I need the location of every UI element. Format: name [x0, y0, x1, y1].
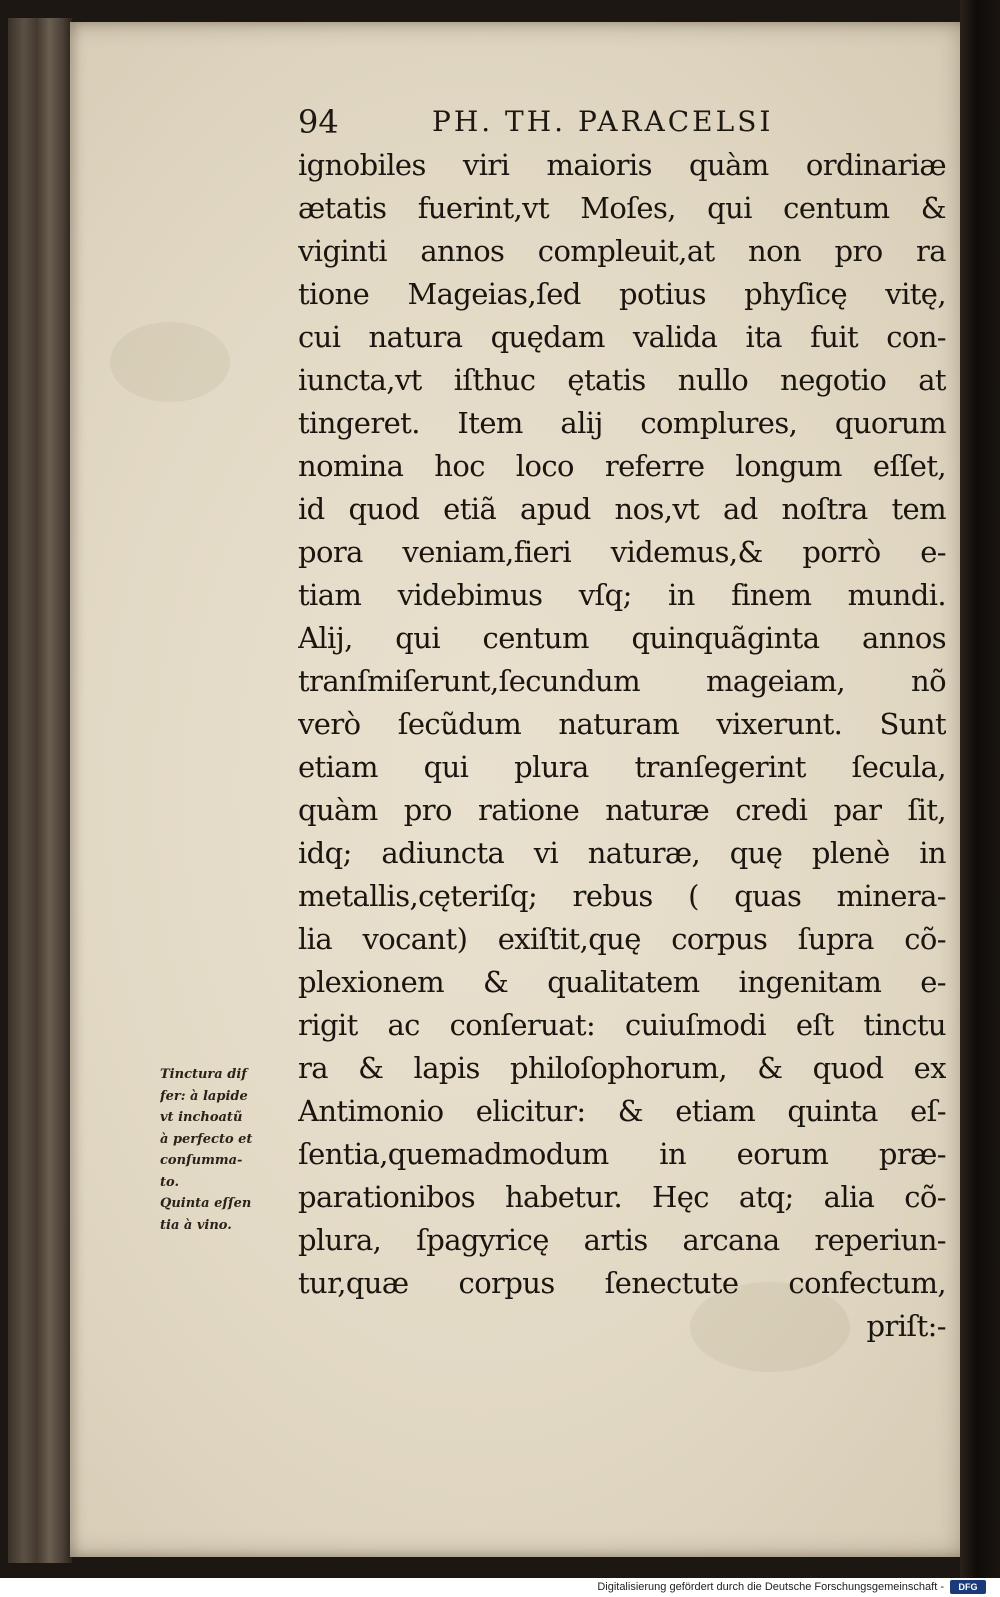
- margin-note-line: à perfecto et: [160, 1131, 253, 1147]
- text-line: quàm pro ratione naturæ credi par ſit,: [298, 793, 946, 827]
- page-number: 94: [298, 103, 339, 141]
- text-line: plura, ſpagyricę artis arcana reperiun-: [298, 1223, 946, 1257]
- margin-note-line: conſumma-: [160, 1153, 243, 1168]
- text-line: etiam qui plura tranſegerint ſecula,: [298, 750, 946, 784]
- margin-note-line: vt inchoatũ: [160, 1110, 243, 1125]
- text-line: tranſmiſerunt,ſecundum mageiam, nõ: [298, 664, 946, 698]
- running-head: PH. TH. PARACELSI: [432, 105, 774, 138]
- text-line: viginti annos compleuit,at non pro ra: [298, 234, 946, 268]
- page-header: [298, 100, 938, 144]
- book-page-edges: [8, 18, 72, 1563]
- margin-note-line: fer: à lapide: [160, 1088, 248, 1104]
- catchword: priſt:-: [866, 1309, 946, 1343]
- text-line: tur,quæ corpus ſenectute confectum,: [298, 1266, 946, 1300]
- margin-note-line: Quinta eſſen: [160, 1196, 252, 1211]
- margin-note: [160, 1064, 310, 1236]
- text-line: ignobiles viri maioris quàm ordinariæ: [298, 148, 946, 182]
- digitization-footer: [0, 1578, 1000, 1597]
- text-line: tingeret. Item alij complures, quorum: [298, 406, 946, 440]
- text-line: Antimonio elicitur: & etiam quinta eſ-: [298, 1094, 946, 1128]
- margin-note-line: Tinctura dif: [160, 1067, 247, 1082]
- text-line: plexionem & qualitatem ingenitam e-: [298, 965, 946, 999]
- text-line: idq; adiuncta vi naturæ, quę plenè in: [298, 836, 946, 870]
- text-line: id quod etiã apud nos,vt ad noſtra tem: [298, 492, 946, 526]
- text-line: ra & lapis philoſophorum, & quod ex: [298, 1051, 946, 1085]
- book-gutter: [960, 0, 1000, 1578]
- text-line: Alij, qui centum quinquãginta annos: [298, 621, 946, 655]
- margin-note-line: to.: [160, 1174, 179, 1190]
- text-line: verò ſecũdum naturam vixerunt. Sunt: [298, 707, 946, 741]
- text-line: iuncta,vt iſthuc ętatis nullo negotio at: [298, 363, 946, 397]
- text-line: lia vocant) exiſtit,quę corpus ſupra cõ-: [298, 922, 946, 956]
- margin-note-line: tia à vino.: [160, 1217, 232, 1233]
- text-line: rigit ac conſeruat: cuiuſmodi eſt tinctu: [298, 1008, 946, 1042]
- funding-credit: Digitalisierung gefördert durch die Deutsche Forschungsgemeinschaft -: [597, 1581, 944, 1593]
- text-line: cui natura quędam valida ita fuit con-: [298, 320, 946, 354]
- text-line: ætatis fuerint,vt Moſes, qui centum &: [298, 191, 946, 225]
- body-text: [298, 144, 946, 1348]
- text-line: tione Mageias,ſed potius phyſicę vitę,: [298, 277, 946, 311]
- text-line: pora veniam,fieri videmus,& porrò e-: [298, 535, 946, 569]
- text-line: metallis,cęteriſq; rebus ( quas minera-: [298, 879, 946, 913]
- text-line: parationibos habetur. Hęc atq; alia cõ-: [298, 1180, 946, 1214]
- dfg-logo-icon: DFG: [950, 1580, 986, 1594]
- text-line: nomina hoc loco referre longum eſſet,: [298, 449, 946, 483]
- text-line: ſentia,quemadmodum in eorum præ-: [298, 1137, 946, 1171]
- text-line: tiam videbimus vſq; in finem mundi.: [298, 578, 946, 612]
